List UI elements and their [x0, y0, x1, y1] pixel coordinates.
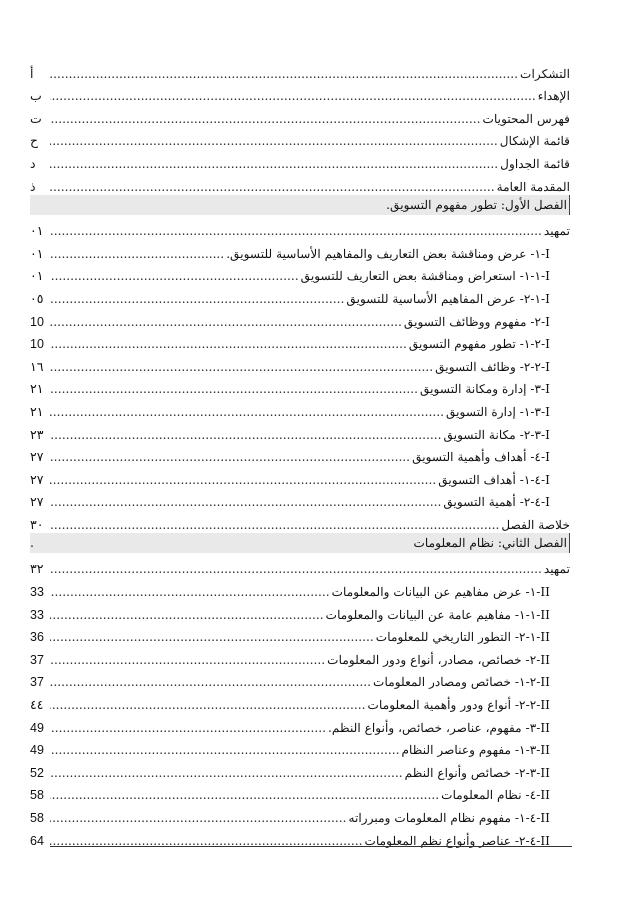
toc-entry-page: ح	[30, 134, 39, 149]
toc-entry-page: ت	[30, 111, 42, 126]
toc-entry	[30, 554, 570, 577]
toc-entry-page: 37	[30, 652, 44, 667]
toc-entry-label: II-٤- نظام المعلومات	[441, 788, 550, 803]
dot-leader	[50, 788, 439, 802]
toc-entry	[30, 825, 570, 848]
toc-entry-label: تمهيد	[543, 224, 570, 239]
toc-entry-label: II-٣- مفهوم، عناصر، خصائص، وأنواع النظم.	[327, 720, 550, 735]
toc-entry	[30, 757, 570, 780]
toc-entry	[30, 171, 570, 194]
toc-entry	[30, 148, 570, 171]
dot-leader	[50, 67, 518, 81]
toc-entry-page: ١٦	[30, 359, 44, 374]
dot-leader	[50, 518, 499, 532]
dot-leader	[50, 247, 224, 261]
toc-entry-page: 52	[30, 765, 44, 780]
toc-entry-label: I-٢- مفهوم ووظائف التسويق	[403, 314, 550, 329]
toc-entry-label: الفصل الثاني: نظام المعلومات	[413, 535, 567, 550]
bottom-rule	[50, 846, 572, 847]
toc-entry	[30, 464, 570, 487]
dot-leader	[50, 653, 325, 667]
toc-entry-page: ٢١	[30, 382, 44, 397]
toc-entry	[30, 712, 570, 735]
toc-entry-page: ٢٧	[30, 495, 44, 510]
toc-entry-label: I-١-١- استعراض ومناقشة بعض التعاريف للتسويق	[300, 269, 550, 284]
toc-entry-page: 33	[30, 607, 44, 622]
toc-entry-label: I-١- عرض ومناقشة بعض التعاريف والمفاهيم الأساسية للتسويق.	[226, 246, 550, 261]
toc-entry	[30, 667, 570, 690]
toc-entry	[30, 442, 570, 465]
toc-entry	[30, 374, 570, 397]
toc-entry	[30, 780, 570, 803]
toc-entry-page: ٢٧	[30, 450, 44, 465]
toc-entry-label: II-١-١- مفاهيم عامة عن البيانات والمعلومات	[325, 607, 550, 622]
toc-entry-label: I-٢-١- تطور مفهوم التسويق	[408, 337, 550, 352]
toc-entry-page: ذ	[30, 179, 36, 194]
toc-entry-page: 58	[30, 811, 44, 825]
toc-entry	[30, 126, 570, 149]
toc-entry	[30, 622, 570, 645]
dot-leader	[50, 134, 498, 148]
toc-entry-page: أ	[30, 66, 34, 81]
toc-entry-label: II-٣-١- مفهوم وعناصر النظام	[401, 743, 550, 758]
toc-entry	[30, 487, 570, 510]
toc-entry-label: II-٤-٢- عناصر وأنواع نظم المعلومات	[364, 833, 550, 848]
dot-leader	[50, 608, 324, 622]
toc-entry-label: I-٣-٢- مكانة التسويق	[443, 427, 550, 442]
toc-entry-label: II-٢- خصائص، مصادر، أنواع ودور المعلومات	[327, 652, 550, 667]
toc-entry-page: 33	[30, 585, 44, 600]
dot-leader	[50, 675, 371, 689]
dot-leader	[50, 495, 441, 509]
toc-entry-label: I-١-٢- عرض المفاهيم الأساسية للتسويق	[346, 291, 550, 306]
toc-entry	[30, 261, 570, 284]
dot-leader	[50, 630, 374, 644]
toc-entry-page: ٠١	[30, 269, 44, 284]
toc-entry-label: II-١-٢- التطور التاريخي للمعلومات	[375, 630, 550, 645]
toc-entry-label: قائمة الجداول	[500, 156, 570, 171]
dot-leader	[50, 743, 399, 757]
dot-leader	[50, 224, 542, 238]
toc-entry-page: ٢٣	[30, 427, 44, 442]
toc-entry-page: ٣٢	[30, 562, 44, 577]
toc-entry-label: I-٣-١- إدارة التسويق	[445, 404, 550, 419]
toc-entry-label: II-٣-٢- خصائص وأنواع النظم	[404, 765, 550, 780]
toc-entry-label: تمهيد	[543, 562, 570, 577]
dot-leader	[50, 315, 402, 329]
dot-leader	[50, 382, 418, 396]
dot-leader	[50, 337, 407, 351]
toc-entry	[30, 802, 570, 825]
toc-entry	[30, 238, 570, 261]
toc-entry	[30, 644, 570, 667]
toc-entry-page: 10	[30, 337, 44, 352]
toc-entry-page: 49	[30, 720, 44, 735]
toc-entry-page: 64	[30, 833, 44, 848]
dot-leader	[50, 180, 495, 194]
dot-leader	[50, 292, 344, 306]
table-of-contents	[30, 58, 570, 848]
toc-entry-page: ٢١	[30, 404, 44, 419]
dot-leader	[50, 269, 299, 283]
chapter-heading	[30, 195, 570, 215]
toc-entry-page: د	[30, 156, 36, 171]
toc-entry-label: المقدمة العامة	[496, 179, 570, 194]
dot-leader	[50, 698, 366, 712]
toc-entry-label: I-٢-٢- وظائف التسويق	[435, 359, 550, 374]
dot-leader	[50, 811, 347, 825]
dot-leader	[50, 562, 542, 576]
toc-entry-label: فهرس المحتويات	[482, 111, 570, 126]
dot-leader	[50, 112, 481, 126]
dot-leader	[50, 473, 436, 487]
chapter-heading	[30, 533, 570, 553]
toc-entry-label: II-٢-١- خصائص ومصادر المعلومات	[373, 675, 550, 690]
toc-entry-label: الإهداء	[537, 89, 570, 104]
dot-leader	[50, 585, 330, 599]
toc-entry	[30, 306, 570, 329]
toc-entry	[30, 283, 570, 306]
toc-entry-label: الفصل الأول: تطور مفهوم التسويق.	[386, 197, 567, 212]
dot-leader	[50, 721, 326, 735]
toc-entry-page: ٣٠	[30, 517, 44, 532]
toc-entry	[30, 329, 570, 352]
toc-entry-page: 36	[30, 630, 44, 645]
toc-entry	[30, 599, 570, 622]
toc-entry-page: ٠١	[30, 246, 44, 261]
dot-leader	[50, 360, 433, 374]
toc-entry-page: 10	[30, 314, 44, 329]
toc-entry-page: ٠٥	[30, 291, 44, 306]
toc-entry	[30, 396, 570, 419]
toc-entry-page: ٢٧	[30, 472, 44, 487]
toc-entry-label: التشكرات	[520, 66, 570, 81]
toc-entry	[30, 509, 570, 532]
toc-entry-label: I-٤-١- أهداف التسويق	[438, 472, 550, 487]
toc-entry	[30, 689, 570, 712]
dot-leader	[50, 450, 410, 464]
toc-entry-page: 49	[30, 743, 44, 758]
toc-entry-page: ٤٤	[30, 698, 44, 713]
toc-entry-page: .	[30, 534, 34, 550]
toc-entry-page: ٠١	[30, 224, 44, 239]
toc-entry	[30, 58, 570, 81]
dot-leader	[50, 766, 403, 780]
toc-entry-label: قائمة الإشكال	[499, 134, 570, 149]
toc-entry	[30, 216, 570, 239]
dot-leader	[50, 157, 498, 171]
toc-entry-label: I-٤- أهداف وأهمية التسويق	[412, 450, 550, 465]
toc-entry-label: I-٤-٢- أهمية التسويق	[443, 495, 550, 510]
toc-entry-label: I-٣- إدارة ومكانة التسويق	[420, 382, 550, 397]
toc-entry-label: خلاصة الفصل	[501, 517, 570, 532]
toc-entry	[30, 735, 570, 758]
toc-entry	[30, 576, 570, 599]
toc-entry	[30, 103, 570, 126]
toc-entry	[30, 81, 570, 104]
dot-leader	[50, 405, 444, 419]
dot-leader	[50, 89, 536, 103]
toc-entry	[30, 351, 570, 374]
toc-entry-label: II-٢-٢- أنواع ودور وأهمية المعلومات	[367, 698, 550, 713]
toc-entry-label: II-١- عرض مفاهيم عن البيانات والمعلومات	[331, 585, 550, 600]
toc-entry	[30, 419, 570, 442]
toc-entry-page: 58	[30, 788, 44, 803]
dot-leader	[50, 428, 442, 442]
toc-entry-label: II-٤-١- مفهوم نظام المعلومات ومبرراته	[348, 811, 550, 825]
toc-entry-page: 37	[30, 675, 44, 690]
toc-entry-page: ب	[30, 89, 42, 104]
